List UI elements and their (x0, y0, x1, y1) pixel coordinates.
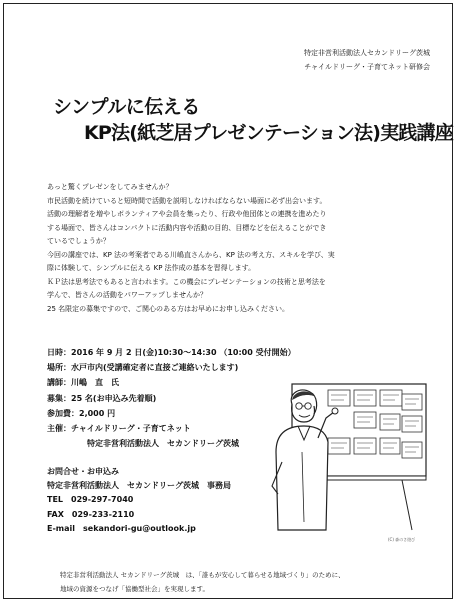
intro-line: 活動の理解者を増やしボランティアや会員を集ったり、行政や他団体との連携を進めたり (47, 210, 327, 218)
event-host-2: 特定非営利活動法人 セカンドリーグ茨城 (87, 439, 239, 449)
organizer-name: 特定非営利活動法人セカンドリーグ茨城 (304, 49, 430, 57)
intro-line: あっと驚くプレゼンをしてみませんか？ (47, 183, 173, 191)
title-line-2: KP法(紙芝居プレゼンテーション法)実践講座 (84, 122, 453, 144)
intro-line: ているでしょうか？ (47, 237, 110, 245)
event-host: 主催：チャイルドリーグ・子育てネット (47, 424, 191, 434)
contact-block (47, 465, 231, 536)
intro-line: する場面で、皆さんはコンパクトに活動内容や活動の目的、目標などを伝えることができ (47, 223, 327, 232)
footer-mission (60, 568, 345, 596)
presenter-illustration (262, 382, 430, 532)
event-datetime: 日時：2016 年 9 月 2 日(金)10:30～14:30 （10:00 受付開始） (47, 348, 296, 357)
intro-line: 際に体験して、シンプルに伝える KP 法作成の基本を習得します。 (47, 264, 256, 272)
workshop-series: チャイルドリーグ・子育てネット研修会 (304, 63, 430, 71)
contact-tel: TEL 029-297-7040 (47, 495, 134, 505)
intro-line: 市民活動を続けていると短時間で活動を説明しなければならない場面に必ず出会います。 (47, 196, 327, 205)
intro-line: 今回の講座では、KP 法の考案者である川嶋直さんから、KP 法の考え方、スキルを学び、実 (47, 250, 335, 259)
contact-heading: お問合せ・お申込み (47, 467, 119, 476)
contact-office: 特定非営利活動法人 セカンドリーグ茨城 事務局 (47, 481, 231, 491)
intro-line: ＫＰ法は思考法でもあると言われます。この機会にプレゼンテーションの技術と思考法を (47, 277, 326, 286)
event-capacity: 募集：25 名(お申込み先着順) (47, 393, 157, 403)
footer-line: 特定非営利活動法人 セカンドリーグ茨城 は、「誰もが安心して暮らせる地域づくり」のために、 (60, 571, 345, 579)
footer-line: 地域の資源をつなげ「協働型社会」を実現します。 (60, 585, 209, 593)
contact-email: E-mail sekandori-gu@outlook.jp (47, 523, 196, 533)
event-lecturer: 講師：川嶋 直 氏 (47, 378, 119, 388)
event-details (47, 345, 296, 451)
intro-text (47, 181, 417, 316)
intro-line: 25 名限定の募集ですので、ご関心のある方はお早めにお申し込みください。 (47, 304, 289, 313)
title-line-1: シンプルに伝える (53, 96, 200, 118)
illustration-credit: (C) 森のさ遊び (388, 537, 416, 542)
intro-line: 学んで、皆さんの活動をパワーアップしませんか？ (47, 291, 208, 299)
event-place: 場所：水戸市内(受講確定者に直接ご連絡いたします) (47, 363, 239, 373)
contact-fax: FAX 029-233-2110 (47, 509, 135, 519)
event-fee: 参加費：2,000 円 (47, 408, 116, 418)
